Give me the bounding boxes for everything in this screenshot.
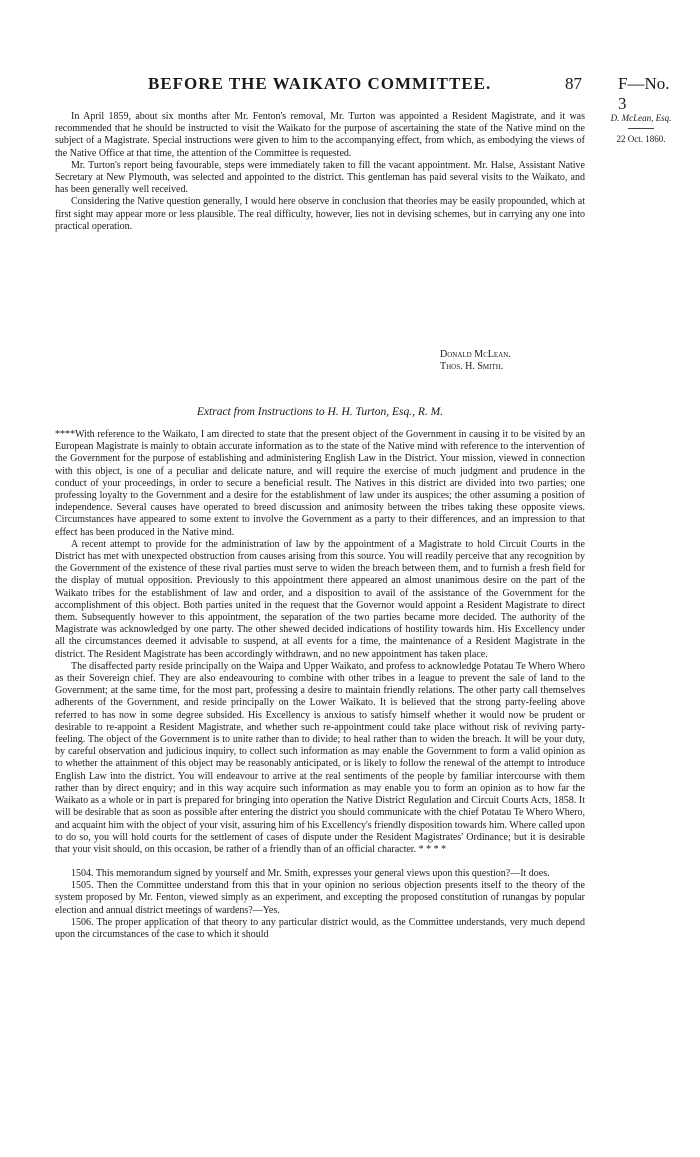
margin-witness: D. McLean, Esq.	[610, 113, 672, 123]
margin-note	[600, 112, 682, 146]
qa-paragraph: 1505. Then the Committee understand from this that in your opinion no serious objection presents itself to the theory of the system proposed by Mr. Fenton, viewed simply as an experiment, and excepting the proposed constitution of runangas by popular election and annual district meetings of wardens?—Yes.	[55, 880, 585, 916]
margin-date: 22 Oct. 1860.	[616, 134, 666, 144]
intro-section	[55, 111, 585, 233]
signature: Thos. H. Smith.	[440, 361, 504, 372]
intro-paragraph: Considering the Native question generally, I would here observe in conclusion that theories may be easily propounded, which at first sight may appear more or less plausible. The real difficulty, however, lies not in devising schemes, but in carrying any one into practical operation.	[55, 196, 585, 232]
extract-paragraph: The disaffected party reside principally on the Waipa and Upper Waikato, and profess to acknowledge Potatau Te Whero Whero as their Sovereign chief. They are also endeavouring to combine with other tribes in a league to prevent the sale of land to the Government; at the same time, for the most part, professing a desire to maintain friendly relations. The other party call themselves adherents of the Government, and reside principally on the Lower Waikato. It is believed that the strong party-feeling above referred to has now in some degree subsided. His Excellency is anxious to satisfy himself whether it would now be prudent or desirable to re-appoint a Resident Magistrate, and whether such re-appointment could take place without risk of reviving party-feeling. The object of the Government is to unite rather than to divide; to heal rather than to widen the breach. It will be your duty, by careful observation and judicious inquiry, to collect such information as may enable the Government to form a valid opinion as to whether the attainment of this object may be reasonably anticipated, or is likely to follow the renewal of the attempt to introduce English Law into the district. You will endeavour to arrive at the real sentiments of the people by familiar intercourse with them rather than by direct enquiry; and in this way acquire such information as may enable you to form an opinion as to how far the Waikato as a whole or in part is prepared for bringing into operation the Native District Regulation and Circuit Courts Acts, 1858. It will be desirable that as soon as possible after entering the district you should communicate with the chief Potatau Te Whero Whero, and acquaint him with the object of your visit, assuring him of his Excellency's friendly disposition towards him. Where called upon to do so, you will hold courts for the settlement of cases of dispute under the Resident Magistrates' Ordinance; but it is desirable that your visit should, on this occasion, be rather of a friendly than of an official character. * * * *	[55, 660, 585, 855]
page-number: 87	[565, 74, 582, 93]
margin-divider	[628, 128, 654, 129]
extract-paragraph: ****With reference to the Waikato, I am directed to state that the present object of the Government in causing it to be visited by an European Magistrate is mainly to obtain accurate information as to the state of the Native mind with reference to the intervention of the Government for the purpose of establishing and administering English Law in the District. Your mission, viewed in connection with this object, is one of a peculiar and delicate nature, and will require the exercise of much judgment and prudence in the conduct of your proceedings, in order to secure a beneficial result. The Natives in this district are divided into two parties; one professing loyalty to the Government and a desire for the establishment of law under its auspices; the other assuming a position of independence. Several causes have operated to breed discussion and animosity between the tribes taking these opposite views. Circumstances have appeared to some extent to involve the Government as a party to their differences, and an impression to that effect has been produced in the Native mind.	[55, 429, 585, 538]
signature: Donald McLean.	[440, 349, 511, 360]
intro-paragraph: Mr. Turton's report being favourable, steps were immediately taken to fill the vacant appointment. Mr. Halse, Assistant Native Secretary at New Plymouth, was selected and appointed to the district. This gentleman has paid several visits to the Waikato, and has been generally well received.	[55, 159, 585, 196]
signature-block	[440, 349, 511, 373]
page-header	[60, 74, 680, 113]
intro-paragraph: In April 1859, about six months after Mr. Fenton's removal, Mr. Turton was appointed a Resident Magistrate, and it was recommended that he should be instructed to visit the Waikato for the purpose of ascertaining the state of the Native mind on the subject of a Magistrate. Special instructions were given to him to the accompanying effect, from which, as embodying the views of the Native Office at that time, the attention of the Committee is requested.	[55, 111, 585, 159]
extract-paragraph: A recent attempt to provide for the administration of law by the appointment of a Magistrate to hold Circuit Courts in the District has met with unexpected obstruction from causes arising from this source. You will readily perceive that any recognition by the Government of the existence of these rival parties must serve to widen the breach between them, and to furnish a fresh field for the display of mutual opposition. Previously to this appointment there appeared an almost unanimous desire on the part of the Waikato tribes for the establishment of law and order, and a disposition to avail of the assistance of the Government for the accomplishment of this object. Both parties united in the request that the Governor would appoint a Resident Magistrate to direct them. Subsequently however to this appointment, the separation of the two parties became more decided. The authority of the Magistrate was acknowledged by one party. The other shewed decided indications of hostility towards him. His Excellency under all the circumstances deemed it advisable to suspend, at all events for a time, the maintenance of a Resident Magistrate in the district. The Resident Magistrate has been accordingly withdrawn, and no new appointment has taken place.	[55, 538, 585, 660]
qa-paragraph: 1504. This memorandum signed by yourself and Mr. Smith, expresses your general views upon this question?—It does.	[71, 868, 550, 879]
extract-section	[55, 429, 585, 856]
running-head: BEFORE THE WAIKATO COMMITTEE.	[148, 74, 492, 93]
question-answer-section	[55, 868, 585, 941]
document-reference: F—No. 3	[618, 74, 670, 113]
qa-paragraph: 1506. The proper application of that theory to any particular district would, as the Committee understands, very much depend upon the circumstances of the case to which it should	[55, 916, 585, 941]
extract-title: Extract from Instructions to H. H. Turton, Esq., R. M.	[196, 406, 444, 418]
